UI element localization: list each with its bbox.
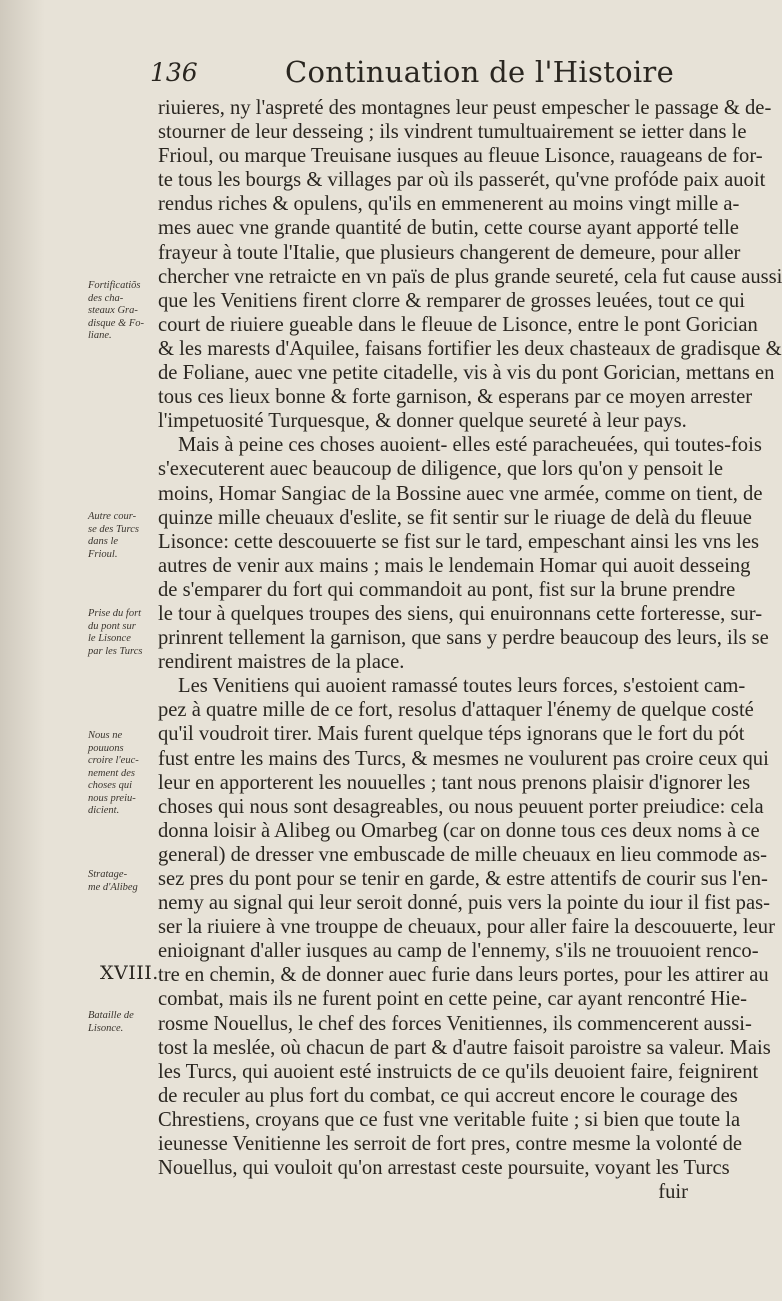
margin-note-stratageme [88, 869, 158, 894]
text-line: s'executerent auec beaucoup de diligence, que lors qu'on y pensoit le [158, 458, 723, 481]
margin-note-line: liane. [88, 330, 112, 341]
margin-note-line: disque & Fo- [88, 317, 144, 329]
margin-note-line: Fortificatiõs [88, 280, 141, 291]
margin-note-line: Prise du fort [88, 608, 142, 619]
text-line: Chrestiens, croyans que ce fust vne veritable fuite ; si bien que toute la [158, 1108, 741, 1131]
text-line: te tous les bourgs & villages par où ils passerét, qu'vne profóde paix auoit [158, 169, 766, 192]
text-line: Frioul, ou marque Treuisane iusques au fleuue Lisonce, rauageans de for- [158, 145, 763, 168]
text-line: prinrent tellement la garnison, que sans y perdre beaucoup des leurs, ils se [158, 627, 769, 650]
gutter-shadow [0, 0, 45, 1301]
text-line: fust entre les mains des Turcs, & mesmes ne voulurent pas croire ceux qui [158, 747, 769, 770]
margin-note-line: des cha- [88, 292, 124, 304]
text-line: mes auec vne grande quantité de butin, cette course ayant apporté telle [158, 217, 739, 240]
text-line: Nouellus, qui vouloit qu'on arrestast ceste poursuite, voyant les Turcs [158, 1157, 730, 1180]
text-line: nemy au signal qui leur seroit donné, puis vers la pointe du iour il fist pas- [158, 892, 770, 915]
margin-note-autre-course [88, 511, 158, 561]
paragraph-start-line: Mais à peine ces choses auoient- elles esté paracheuées, qui toutes-fois [178, 434, 762, 457]
paragraph-start-line: Les Venitiens qui auoient ramassé toutes leurs forces, s'estoient cam- [178, 675, 746, 698]
text-line: Lisonce: cette descouuerte se fist sur le tard, empeschant ainsi les vns les [158, 530, 760, 553]
text-line: de s'emparer du fort qui commandoit au pont, fist sur la brune prendre [158, 578, 736, 601]
margin-note-bataille [88, 1010, 158, 1035]
text-line: choses qui nous sont desagreables, ou nous peuuent porter preiudice: cela [158, 795, 764, 818]
margin-note-line: me d'Alibeg [88, 881, 138, 893]
text-line: combat, mais ils ne furent point en cette peine, car ayant rencontré Hie- [158, 988, 747, 1011]
text-line: stourner de leur desseing ; ils vindrent tumultuairement se ietter dans le [158, 121, 747, 144]
margin-note-line: dans le [88, 536, 119, 547]
margin-note-line: nement des [88, 767, 135, 779]
margin-note-nous-ne-pouuons [88, 730, 158, 818]
text-line: que les Venitiens firent clorre & remparer de grosses leuées, tout ce qui [158, 289, 745, 312]
text-line: tre en chemin, & de donner auec furie dans leurs portes, pour les attirer au [158, 964, 769, 987]
running-head: Continuation de l'Histoire [285, 55, 675, 89]
text-line: rendirent maistres de la place. [158, 651, 405, 674]
margin-note-line: le Lisonce [88, 633, 131, 644]
margin-note-fortifications [88, 280, 158, 343]
margin-note-line: steaux Gra- [88, 305, 138, 316]
text-line: moins, Homar Sangiac de la Bossine auec vne armée, comme on tient, de [158, 482, 763, 505]
text-line: rosme Nouellus, le chef des forces Venitiennes, ils commencerent aussi- [158, 1012, 752, 1035]
text-line: l'impetuosité Turquesque, & donner quelque seureté à leur pays. [158, 410, 687, 433]
text-line: autres de venir aux mains ; mais le lendemain Homar qui auoit desseing [158, 554, 751, 577]
text-line: rendus riches & opulens, qu'ils en emmenerent au moins vingt mille a- [158, 193, 740, 216]
margin-note-line: Nous ne [88, 730, 123, 741]
text-line: ieunesse Venitienne les serroit de fort pres, contre mesme la volonté de [158, 1133, 743, 1156]
margin-note-line: nous preiu- [88, 792, 136, 804]
text-line: court de riuiere gueable dans le fleuue de Lisonce, entre le pont Gorician [158, 313, 758, 336]
margin-note-line: Stratage- [88, 869, 128, 880]
text-line: leur en apporterent les nouuelles ; tant nous prenons plaisir d'ignorer les [158, 771, 751, 794]
text-line: riuieres, ny l'aspreté des montagnes leur peust empescher le passage & de- [158, 97, 772, 119]
text-line: chercher vne retraicte en vn païs de plus grande seureté, cela fut cause aussi [158, 265, 782, 288]
catchword: fuir [658, 1181, 688, 1204]
text-line: qu'il voudroit tirer. Mais furent quelque téps ignorans que le fort du pót [158, 723, 745, 746]
text-line: le tour à quelques troupes des siens, qui enuironnans cette forteresse, sur- [158, 602, 763, 625]
text-line: pez à quatre mille de ce fort, resolus d'attaquer l'énemy de quelque costé [158, 699, 754, 722]
text-line: tost la meslée, où chacun de part & d'autre faisoit paroistre sa valeur. Mais [158, 1036, 771, 1059]
margin-note-line: croire l'euc- [88, 755, 139, 766]
body-text [158, 96, 782, 1204]
margin-note-line: Autre cour- [88, 511, 137, 522]
margin-note-line: pouuons [88, 742, 124, 754]
text-line: frayeur à toute l'Italie, que plusieurs changerent de demeure, pour aller [158, 241, 741, 264]
chapter-number: XVIII. [100, 962, 159, 984]
text-line: sez pres du pont pour se tenir en garde, & estre attentifs de courir sus l'en- [158, 868, 768, 890]
margin-note-line: dicient. [88, 805, 120, 816]
margin-note-prise-du-fort [88, 608, 158, 658]
text-line: & les marests d'Aquilee, faisans fortifier les deux chasteaux de gradisque & [158, 337, 782, 360]
margin-note-line: du pont sur [88, 620, 136, 632]
margin-note-line: Bataille de [88, 1010, 134, 1021]
page-number: 136 [150, 58, 198, 87]
text-line: general) de dresser vne embuscade de mille cheuaux en lieu commode as- [158, 843, 767, 866]
text-line: tous ces lieux bonne & forte garnison, & esperans par ce moyen arrester [158, 386, 753, 409]
margin-note-line: se des Turcs [88, 523, 139, 535]
margin-note-line: Lisonce. [88, 1022, 124, 1034]
text-line: de reculer au plus fort du combat, ce qui accreut encore le courage des [158, 1084, 738, 1107]
margin-note-line: par les Turcs [88, 645, 143, 657]
text-line: donna loisir à Alibeg ou Omarbeg (car on donne tous ces deux noms à ce [158, 819, 760, 842]
margin-note-line: Frioul. [88, 548, 118, 560]
text-line: ser la riuiere à vne trouppe de cheuaux, pour aller faire la descouuerte, leur [158, 916, 775, 939]
text-line: quinze mille cheuaux d'eslite, se fit sentir sur le riuage de delà du fleuue [158, 506, 752, 529]
text-line: les Turcs, qui auoient esté instruicts de ce qu'ils deuoient faire, feignirent [158, 1060, 759, 1083]
margin-note-line: choses qui [88, 780, 133, 791]
text-line: de Foliane, auec vne petite citadelle, vis à vis du pont Gorician, mettans en [158, 362, 775, 385]
text-line: enioignant d'aller iusques au camp de l'ennemy, s'ils ne trouuoient renco- [158, 940, 759, 963]
